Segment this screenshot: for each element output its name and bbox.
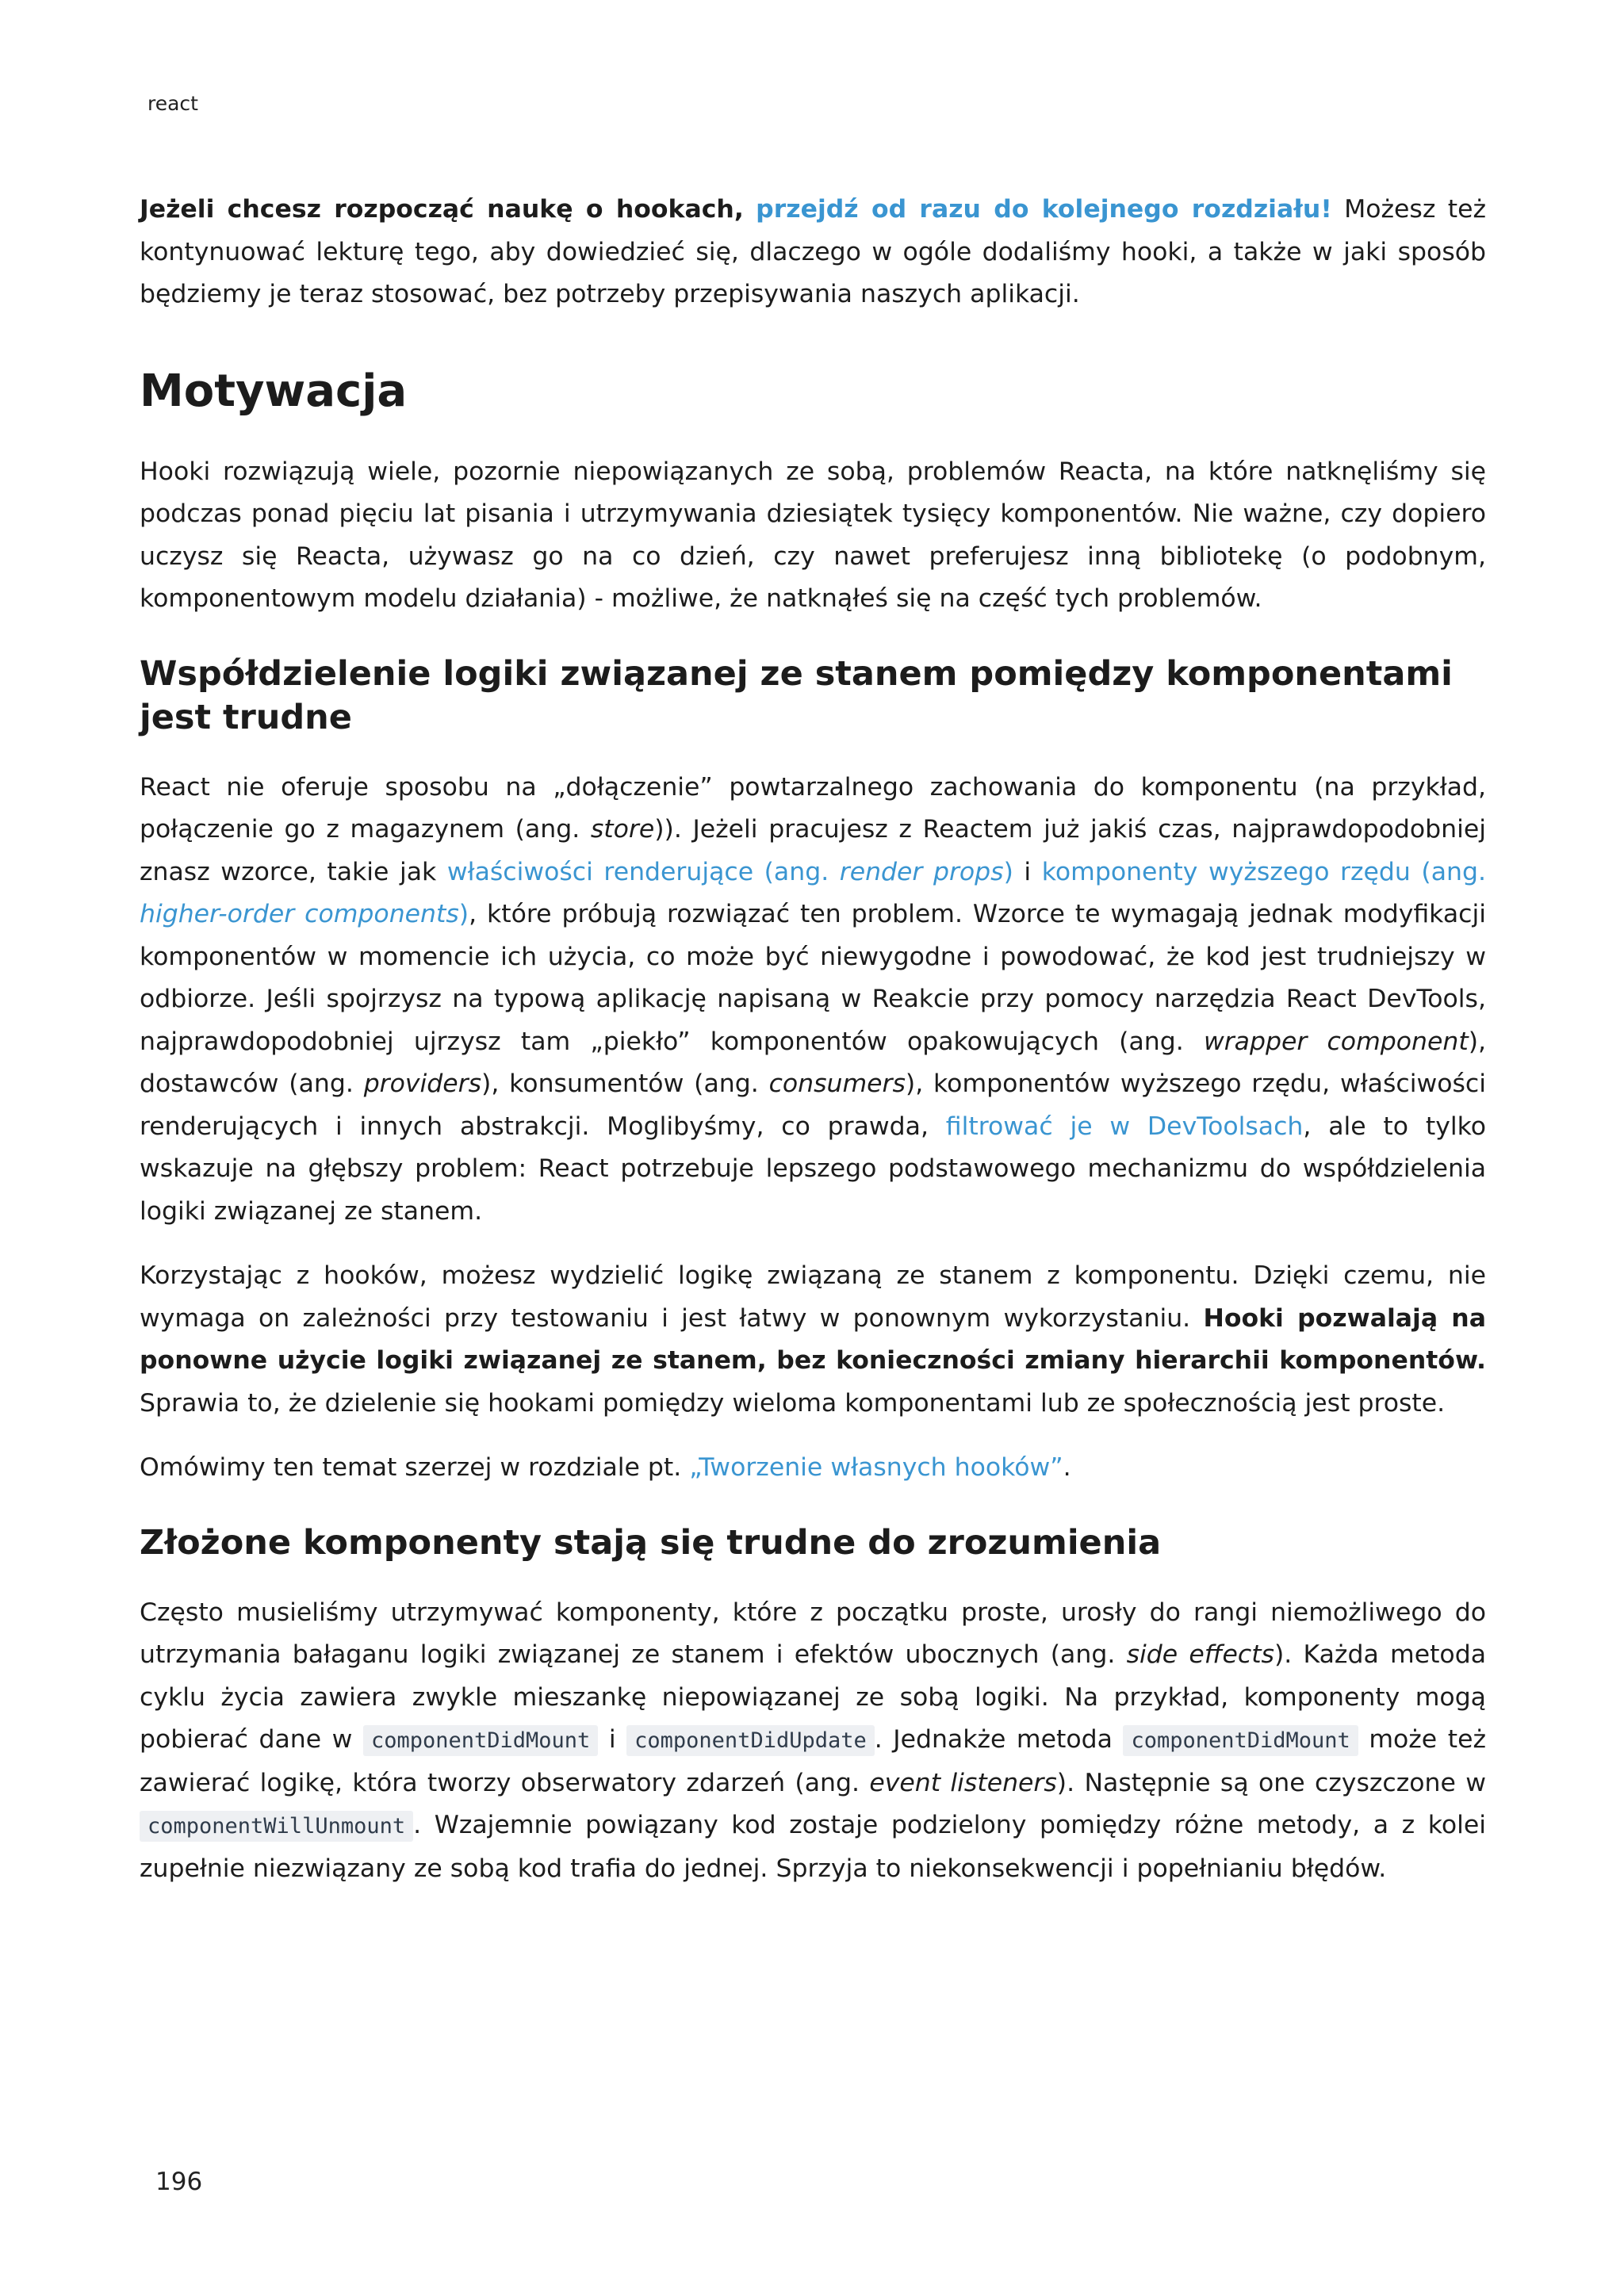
inline-code: componentDidUpdate [626,1725,875,1756]
complex-components-paragraph [140,1592,1486,1891]
text-span: . [1063,1453,1071,1482]
link-italic-term: render props [839,857,1004,886]
text-span: ), konsumentów (ang. [481,1070,769,1098]
text-span: React nie oferuje sposobu na „dołączenie” powtarzalnego zachowania do komponentu (na przykład, połączenie go z magazynem (ang. [140,772,1486,844]
text-span: może też zawierać logikę, która tworzy obserwatory zdarzeń (ang. [140,1725,1486,1797]
render-props-link[interactable] [447,858,1013,886]
text-span: Omówimy ten temat szerzej w rozdziale pt. [140,1453,690,1482]
italic-term: wrapper component [1203,1027,1469,1056]
text-span: Sprawia to, że dzielenie się hookami pomiędzy wieloma komponentami lub ze społecznością jest proste. [140,1388,1446,1418]
intro-rest-text: Możesz też kontynuować lekturę tego, aby dowiedzieć się, dlaczego w ogóle dodaliśmy hooki, a także w jaki sposób będziemy je teraz stosować, bez potrzeby przepisywania naszych aplikacji. [140,195,1486,308]
heading-motivation: Motywacja [140,365,408,417]
next-chapter-link-text: przejdź od razu do kolejnego rozdziału! [756,195,1332,224]
link-text: ) [458,900,469,928]
heading-complex-components: Złożone komponenty stają się trudne do zrozumienia [140,1522,1162,1563]
italic-term: store [590,815,655,844]
text-span: Często musieliśmy utrzymywać komponenty, które z początku proste, urosły do rangi niemożliwego do utrzymania bałaganu logiki związanej ze stanem i efektów ubocznych (ang. [140,1598,1486,1669]
running-header: react [147,92,198,115]
heading-sharing-stateful-logic: Współdzielenie logiki związanej ze stanem pomiędzy komponentami jest trudne [140,653,1453,737]
hooks-reuse-paragraph [140,1255,1486,1425]
motivation-paragraph: Hooki rozwiązują wiele, pozornie niepowiązanych ze sobą, problemów Reacta, na które natknęliśmy się podczas ponad pięciu lat pisania i utrzymywania dziesiątek tysięcy komponentów. Nie ważne, czy dopiero uczysz się Reacta, używasz go na co dzień, czy nawet preferujesz inną bibliotekę (o podobnym, komponentowym modelu działania) - możliwe, że natknąłeś się na część tych problemów. [140,457,1486,613]
text-span: i [1013,857,1042,886]
link-text: właściwości renderujące (ang. [446,857,840,886]
text-span: ), dostawców (ang. [140,1027,1486,1098]
italic-term: event listeners [869,1768,1057,1797]
link-italic-term: higher-order components [140,900,459,928]
custom-hooks-link[interactable]: „Tworzenie własnych hooków” [689,1453,1063,1482]
custom-hooks-paragraph [140,1447,1486,1490]
inline-code: componentWillUnmount [140,1811,413,1842]
bold-statement: Hooki pozwalają na ponowne użycie logiki związanej ze stanem, bez konieczności zmiany hierarchii komponentów. [140,1303,1486,1375]
intro-bold-lead: Jeżeli chcesz rozpocząć naukę o hookach, [140,195,744,224]
next-chapter-link[interactable] [756,195,1332,224]
text-span: )). Jeżeli pracujesz z Reactem już jakiś czas, najprawdopodobniej znasz wzorce, takie jak [140,815,1486,886]
italic-term: side effects [1126,1640,1274,1669]
italic-term: providers [363,1070,482,1098]
text-span: ), komponentów wyższego rzędu, właściwości renderujących i innych abstrakcji. Moglibyśmy, co prawda, [140,1070,1486,1141]
sharing-logic-paragraph [140,767,1486,1234]
page-number: 196 [155,2168,203,2196]
intro-paragraph [140,189,1486,316]
text-span: , ale to tylko wskazuje na głębszy problem: React potrzebuje lepszego podstawowego mechanizmu do współdzielenia logiki związanej ze stanem. [140,1112,1486,1226]
text-span: . Wzajemnie powiązany kod zostaje podzielony pomiędzy różne metody, a z kolei zupełnie niezwiązany ze sobą kod trafia do jednej. Sprzyja to niekonsekwencji i popełnianiu błędów. [140,1811,1486,1883]
text-span: i [598,1725,627,1754]
text-span: ). Każda metoda cyklu życia zawiera zwykle mieszankę niepowiązanej ze sobą logiki. Na przykład, komponenty mogą pobierać dane w [140,1640,1487,1754]
link-text: komponenty wyższego rzędu (ang. [1041,857,1486,886]
italic-term: consumers [768,1070,906,1098]
text-span: Korzystając z hooków, możesz wydzielić logikę związaną ze stanem z komponentu. Dzięki czemu, nie wymaga on zależności przy testowaniu i jest łatwy w ponownym wykorzystaniu. [140,1261,1486,1333]
link-text: ) [1003,857,1013,886]
page-content [140,189,1486,1912]
inline-code: componentDidMount [363,1725,598,1756]
text-span: . Jednakże metoda [874,1725,1124,1754]
devtools-filter-link[interactable]: filtrować je w DevToolsach [945,1112,1304,1141]
text-span: ). Następnie są one czyszczone w [1056,1768,1486,1797]
text-span: , które próbują rozwiązać ten problem. Wzorce te wymagają jednak modyfikacji komponentów w momencie ich użycia, co może być niewygodne i powodować, że kod jest trudniejszy w odbiorze. Jeśli spojrzysz na typową aplikację napisaną w Reakcie przy pomocy narzędzia React DevTools, najprawdopodobniej ujrzysz tam „piekło” komponentów opakowujących (ang. [140,900,1486,1056]
inline-code: componentDidMount [1123,1725,1358,1756]
